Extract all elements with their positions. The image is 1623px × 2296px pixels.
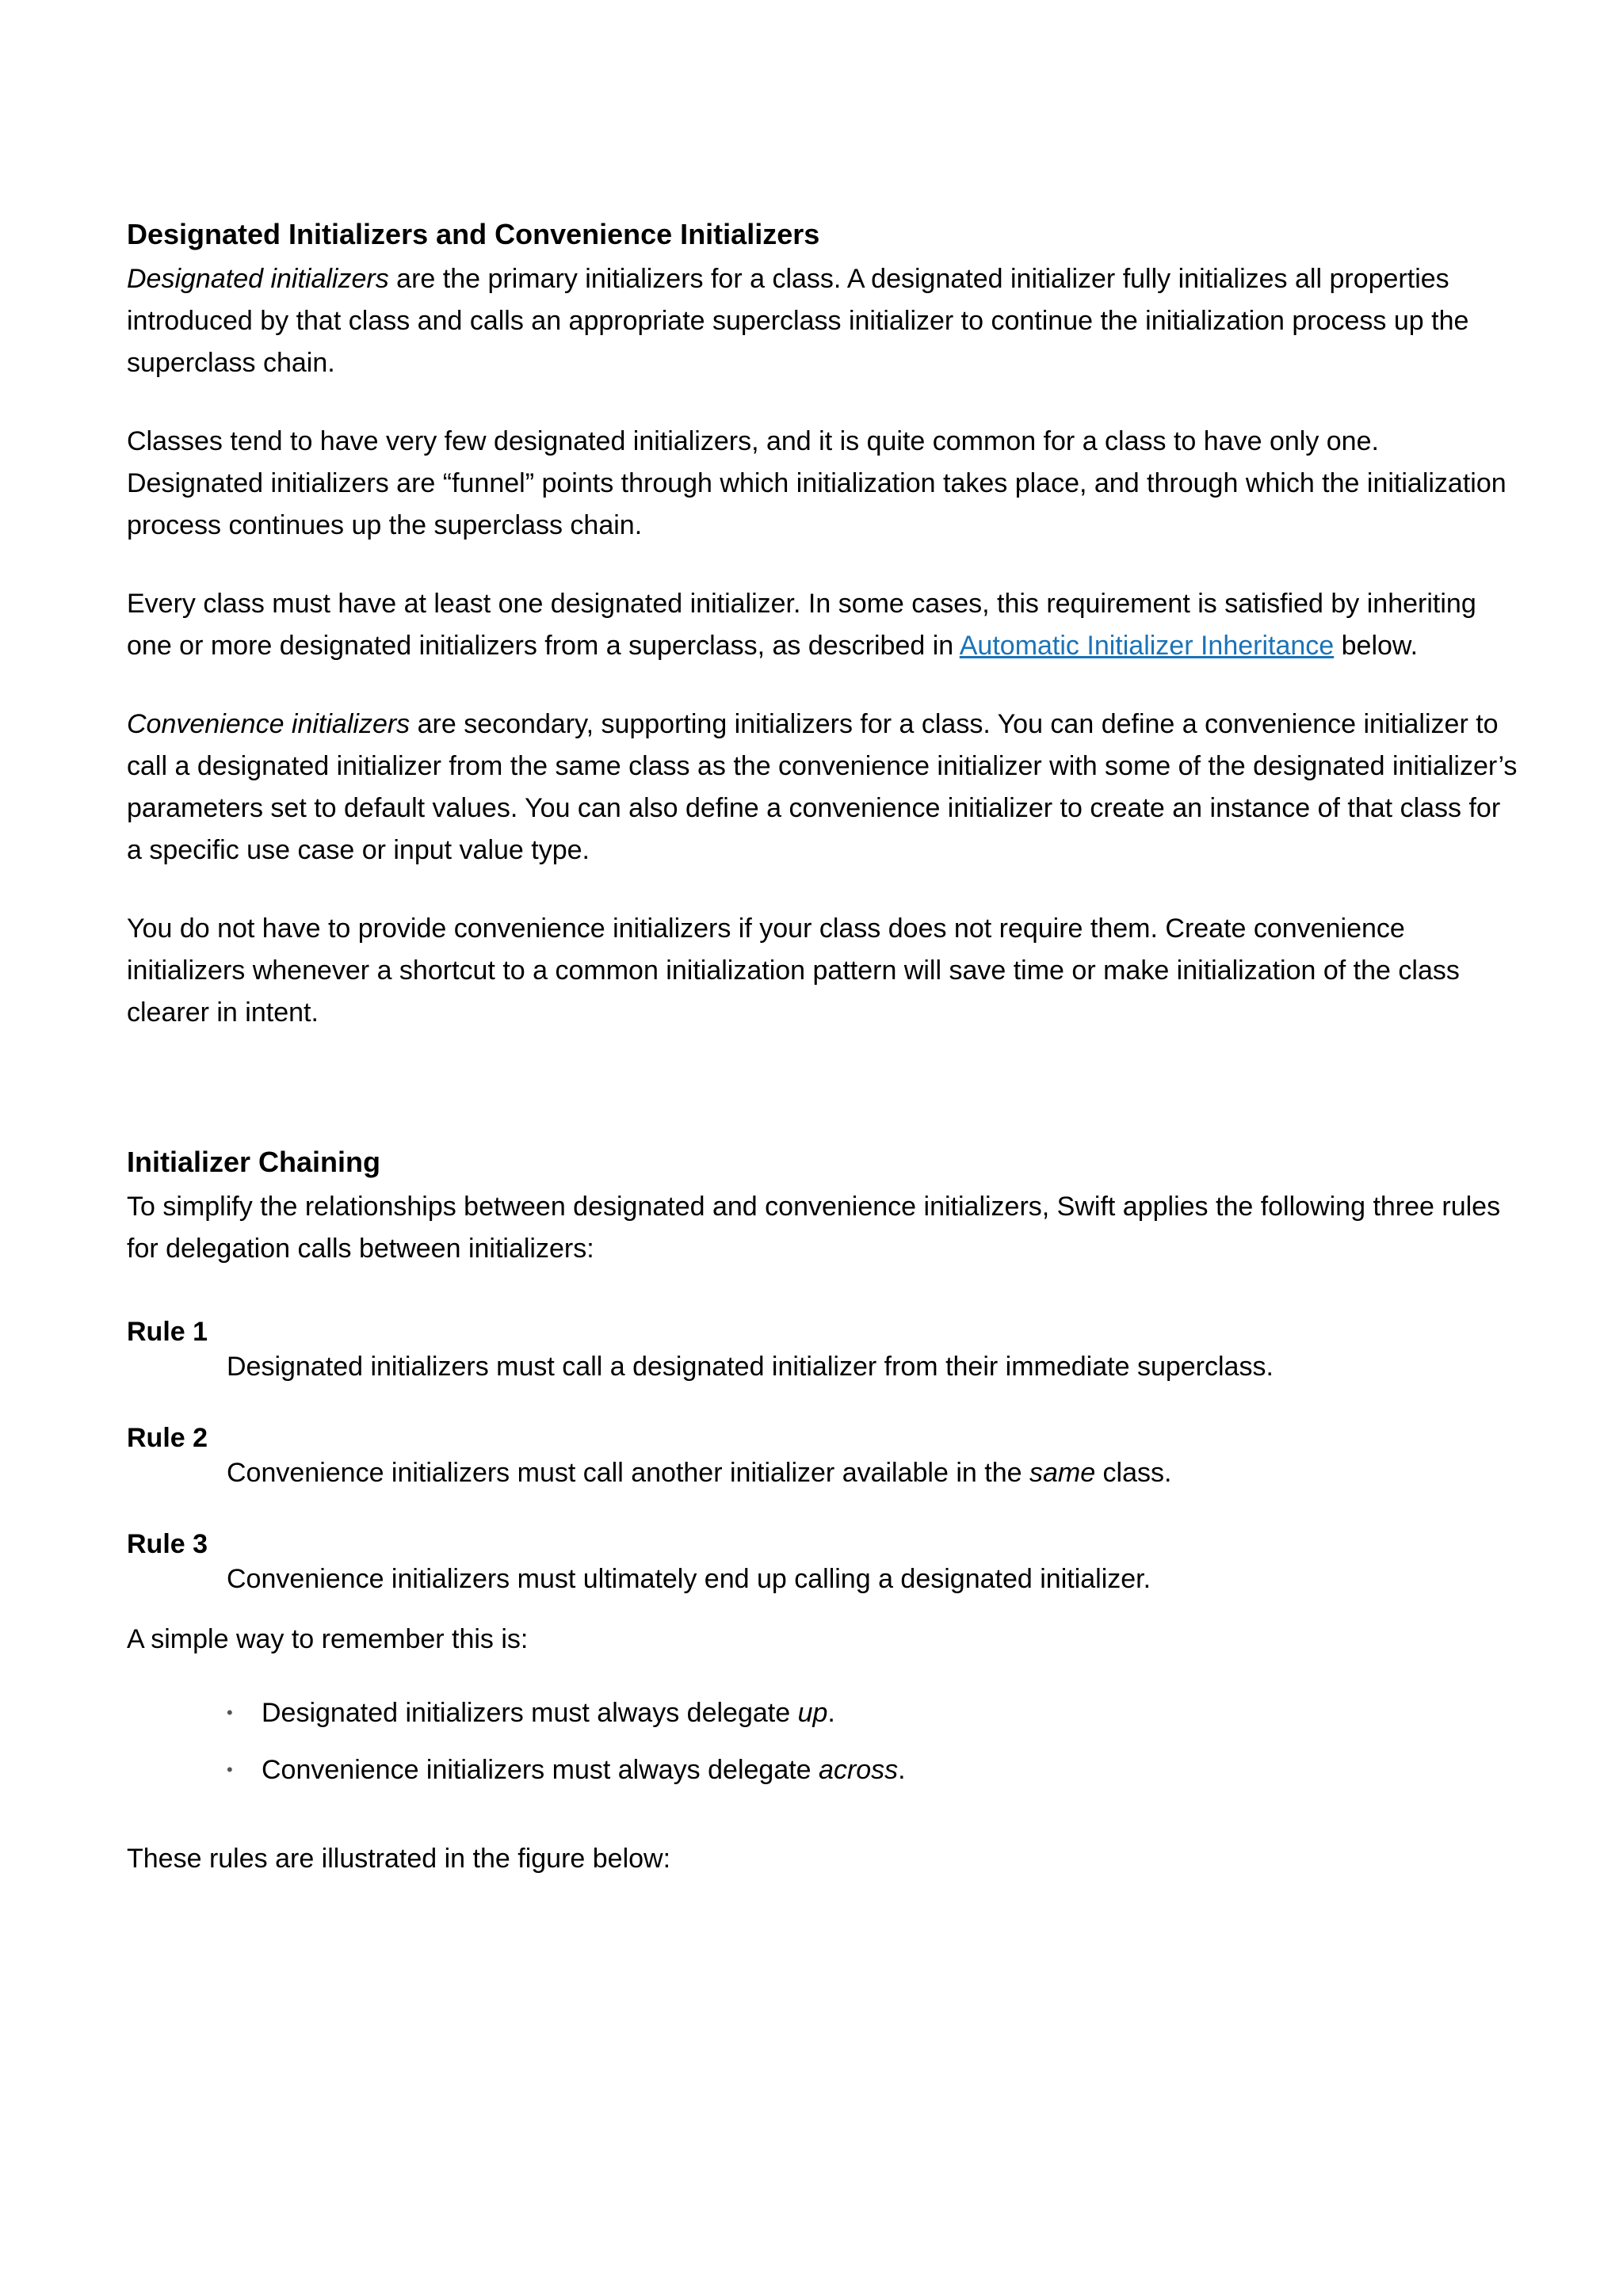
paragraph-figure-intro: These rules are illustrated in the figure below: bbox=[127, 1844, 671, 1874]
list-item bbox=[227, 1692, 1522, 1733]
paragraph-text: below. bbox=[1334, 631, 1419, 661]
bullet-text bbox=[262, 1749, 906, 1791]
paragraph-funnel-points: Classes tend to have very few designated initializers, and it is quite common for a class to have only one. Designated initializers are “funnel” points through which initialization takes place, and through which the initialization process continues up the superclass chain. bbox=[127, 426, 1507, 540]
rule-label: Rule 3 bbox=[127, 1529, 208, 1559]
paragraph-remember: A simple way to remember this is: bbox=[127, 1624, 529, 1654]
section-title-designated-convenience: Designated Initializers and Convenience Initializers bbox=[127, 218, 820, 250]
list-item bbox=[227, 1749, 1522, 1791]
rule-3 bbox=[127, 1527, 1522, 1596]
emphasis-across: across bbox=[819, 1755, 899, 1785]
emphasis-up: up bbox=[797, 1698, 828, 1728]
rule-text bbox=[227, 1455, 1522, 1490]
rule-text: Convenience initializers must ultimately end up calling a designated initializer. bbox=[227, 1564, 1151, 1594]
paragraph-chaining-intro: To simplify the relationships between designated and convenience initializers, Swift applies the following three rules for delegation calls between initializers: bbox=[127, 1192, 1501, 1264]
document-page bbox=[127, 214, 1522, 1917]
emphasis-same: same bbox=[1029, 1458, 1096, 1488]
rule-text-part: class. bbox=[1095, 1458, 1172, 1488]
bullet-text-part: . bbox=[898, 1755, 906, 1785]
bullet-text-part: . bbox=[827, 1698, 835, 1728]
paragraph-text: Every class must have at least one designated initializer. In some cases, this requirement is satisfied by inheriting one or more designated initializers from a superclass, as described in bbox=[127, 589, 1476, 661]
paragraph-text: are secondary, supporting initializers for a class. You can define a convenience initializer to call a designated initializer from the same class as the convenience initializer with some of the designated initializer’s parameters set to default values. You can also define a convenience initializer to create an instance of that class for a specific use case or input value type. bbox=[127, 709, 1518, 865]
section-spacer bbox=[127, 1070, 1522, 1142]
bullet-text-part: Designated initializers must always delegate bbox=[262, 1698, 798, 1728]
rule-2 bbox=[127, 1421, 1522, 1490]
automatic-initializer-inheritance-link[interactable]: Automatic Initializer Inheritance bbox=[959, 631, 1335, 661]
paragraph-at-least-one bbox=[127, 583, 1522, 667]
bullet-icon: • bbox=[227, 1760, 233, 1779]
paragraph-text: are the primary initializers for a class. A designated initializer fully initializes all properties introduced by that class and calls an appropriate superclass initializer to continue the initialization process up the superclass chain. bbox=[127, 264, 1469, 378]
bullet-list bbox=[227, 1692, 1522, 1791]
paragraph-designated-intro bbox=[127, 258, 1522, 384]
rule-1 bbox=[127, 1314, 1522, 1384]
rule-text-part: Convenience initializers must call another initializer available in the bbox=[227, 1458, 1029, 1488]
rule-label: Rule 1 bbox=[127, 1317, 208, 1347]
bullet-text-part: Convenience initializers must always delegate bbox=[262, 1755, 819, 1785]
emphasis-designated-initializers: Designated initializers bbox=[127, 264, 389, 294]
rule-label: Rule 2 bbox=[127, 1423, 208, 1453]
paragraph-convenience-intro bbox=[127, 704, 1522, 871]
rule-text: Designated initializers must call a designated initializer from their immediate superclass. bbox=[227, 1352, 1274, 1382]
bullet-text bbox=[262, 1692, 835, 1733]
paragraph-optional-convenience: You do not have to provide convenience initializers if your class does not require them. Create convenience initializers whenever a shortcut to a common initialization pattern will save time or make initialization of the class clearer in intent. bbox=[127, 913, 1460, 1028]
emphasis-convenience-initializers: Convenience initializers bbox=[127, 709, 411, 739]
bullet-icon: • bbox=[227, 1703, 233, 1722]
section-title-initializer-chaining: Initializer Chaining bbox=[127, 1146, 381, 1178]
